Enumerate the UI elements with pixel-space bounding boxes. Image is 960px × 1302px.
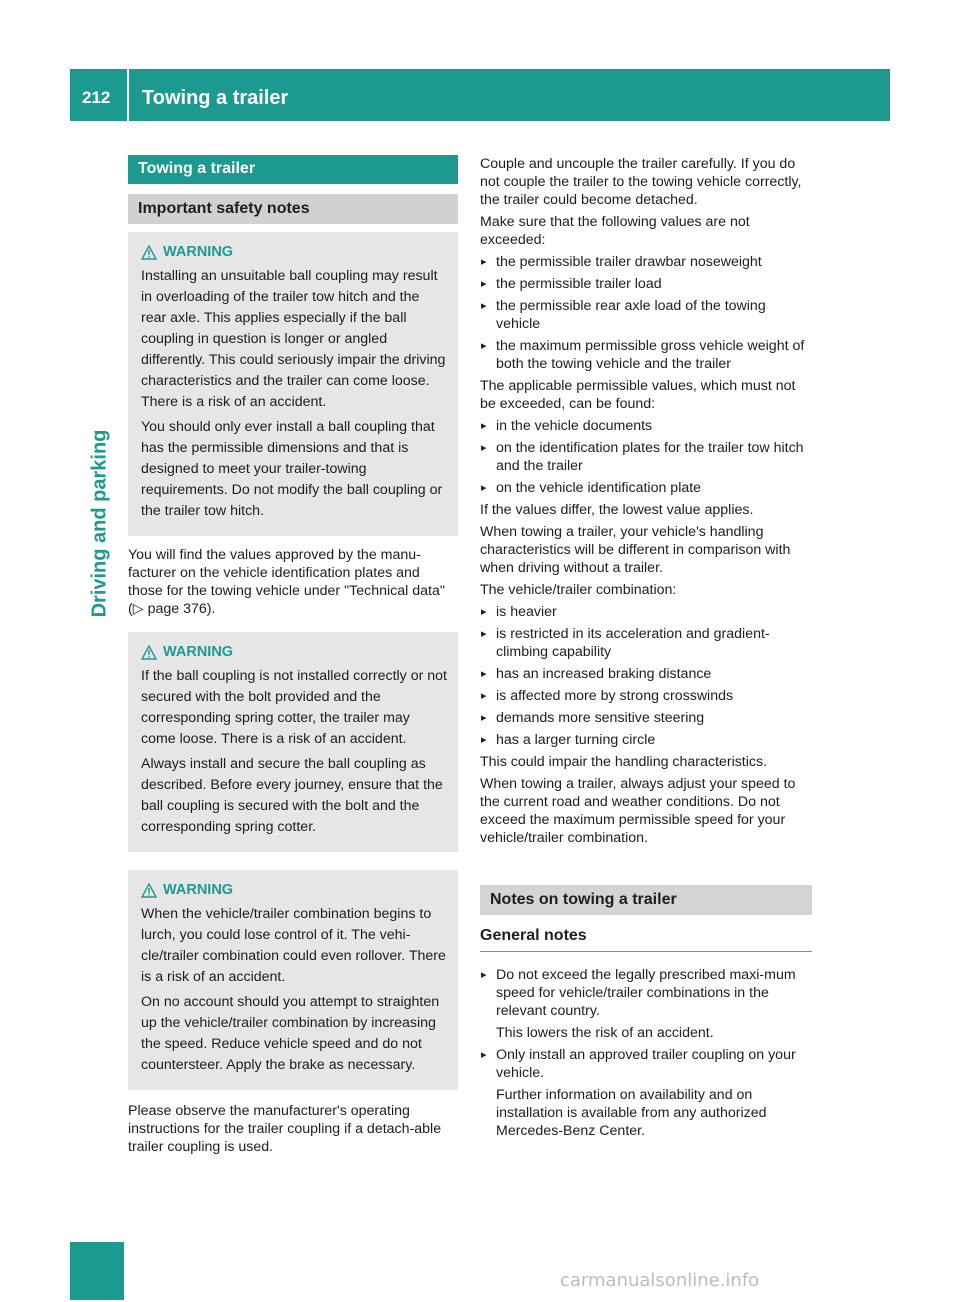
warning-text: Installing an unsuitable ball coupling may result in overloading of the trailer tow hitch and the rear axle. This applies especially if the ball coupling in question is longer or angled differently. This could seriously impair the driving characteristics and the trailer can come loose. There is a risk of an accident. bbox=[141, 268, 446, 410]
warning-text: Always install and secure the ball coupling as described. Before every journey, ensure that the ball coupling is secured with the bolt and the corresponding spring cotter. bbox=[141, 756, 443, 835]
watermark: carmanualsonline.info bbox=[560, 1270, 760, 1291]
warning-header bbox=[141, 882, 448, 898]
bullet-list bbox=[480, 417, 812, 497]
warning-box-3 bbox=[128, 870, 458, 1090]
bullet-list bbox=[480, 253, 812, 373]
list-item-subtext: Further information on availability and on installation is available from any authorized Mercedes-Benz Center. bbox=[496, 1087, 767, 1139]
paragraph: The applicable permissible values, which must not be exceeded, can be found: bbox=[480, 378, 796, 412]
bullet-list bbox=[480, 603, 812, 749]
paragraph: Make sure that the following values are not exceeded: bbox=[480, 214, 750, 248]
header-title: Towing a trailer bbox=[142, 87, 289, 109]
left-column bbox=[128, 155, 458, 1160]
list-item bbox=[480, 1046, 812, 1140]
warning-label: WARNING bbox=[163, 244, 234, 260]
list-item: ▸ the permissible trailer load bbox=[480, 275, 812, 293]
list-item-text: Only install an approved trailer coupling on your vehicle. bbox=[496, 1047, 796, 1081]
warning-label: WARNING bbox=[163, 644, 234, 660]
list-item: ▸ is restricted in its acceleration and gradient-climbing capability bbox=[480, 625, 812, 661]
warning-header bbox=[141, 244, 448, 260]
list-item: ▸ on the vehicle identification plate bbox=[480, 479, 812, 497]
list-item: ▸ the permissible rear axle load of the towing vehicle bbox=[480, 297, 812, 333]
warning-text: When the vehicle/trailer combination begins to lurch, you could lose control of it. The vehi-cle/trailer combination could even rollover. There is a risk of an accident. bbox=[141, 906, 446, 985]
notes-section-title: Notes on towing a trailer bbox=[480, 885, 812, 915]
list-item: ▸ has a larger turning circle bbox=[480, 731, 812, 749]
list-item: ▸ is heavier bbox=[480, 603, 812, 621]
warning-triangle-icon bbox=[141, 645, 157, 660]
paragraph: Please observe the manufacturer's operating instructions for the trailer coupling if a detach-able trailer coupling is used. bbox=[128, 1103, 442, 1155]
paragraph: When towing a trailer, your vehicle's handling characteristics will be different in comparison with when driving without a trailer. bbox=[480, 524, 791, 576]
paragraph: If the values differ, the lowest value applies. bbox=[480, 502, 754, 518]
list-item-subtext: This lowers the risk of an accident. bbox=[496, 1025, 714, 1041]
list-item: ▸ in the vehicle documents bbox=[480, 417, 812, 435]
warning-text: If the ball coupling is not installed correctly or not secured with the bolt provided and the corresponding spring cotter, the trailer may come loose. There is a risk of an accident. bbox=[141, 668, 447, 747]
paragraph: This could impair the handling characteristics. bbox=[480, 754, 768, 770]
general-notes-title: General notes bbox=[480, 921, 812, 952]
list-item: ▸ the maximum permissible gross vehicle weight of both the towing vehicle and the trailer bbox=[480, 337, 812, 373]
paragraph: When towing a trailer, always adjust your speed to the current road and weather conditions. Do not exceed the maximum permissible speed for your vehicle/trailer combination. bbox=[480, 776, 796, 846]
side-chapter-block bbox=[70, 1242, 124, 1300]
list-item: ▸ the permissible trailer drawbar noseweight bbox=[480, 253, 812, 271]
right-column bbox=[480, 155, 812, 1144]
header-divider bbox=[127, 69, 129, 121]
warning-text: You should only ever install a ball coupling that has the permissible dimensions and that is designed to meet your trailer-towing requirements. Do not modify the ball coupling or the trailer tow hitch. bbox=[141, 419, 443, 519]
section-title: Towing a trailer bbox=[128, 155, 458, 184]
list-item: ▸ is affected more by strong crosswinds bbox=[480, 687, 812, 705]
warning-text: On no account should you attempt to straighten up the vehicle/trailer combination by increasing the speed. Reduce vehicle speed and do not countersteer. Apply the brake as necessary. bbox=[141, 994, 440, 1073]
bullet-list bbox=[480, 966, 812, 1140]
paragraph: Couple and uncouple the trailer carefully. If you do not couple the trailer to the towing vehicle correctly, the trailer could become detached. bbox=[480, 156, 802, 208]
list-item: ▸ has an increased braking distance bbox=[480, 665, 812, 683]
page-number: 212 bbox=[82, 88, 111, 107]
paragraph: You will find the values approved by the manu-facturer on the vehicle identification plates and those for the towing vehicle under "Technical data" (▷ page 376). bbox=[128, 547, 445, 617]
subsection-title: Important safety notes bbox=[128, 194, 458, 224]
list-item: ▸ demands more sensitive steering bbox=[480, 709, 812, 727]
side-chapter-label bbox=[85, 418, 115, 628]
list-item bbox=[480, 966, 812, 1042]
warning-header bbox=[141, 644, 448, 660]
warning-box-1 bbox=[128, 232, 458, 536]
list-item-text: Do not exceed the legally prescribed maxi-mum speed for vehicle/trailer combinations in the relevant country. bbox=[496, 967, 796, 1019]
warning-label: WARNING bbox=[163, 882, 234, 898]
list-item: ▸ on the identification plates for the trailer tow hitch and the trailer bbox=[480, 439, 812, 475]
side-chapter-text: Driving and parking bbox=[88, 429, 111, 617]
warning-triangle-icon bbox=[141, 883, 157, 898]
warning-box-2 bbox=[128, 632, 458, 852]
warning-triangle-icon bbox=[141, 245, 157, 260]
paragraph: The vehicle/trailer combination: bbox=[480, 582, 677, 598]
